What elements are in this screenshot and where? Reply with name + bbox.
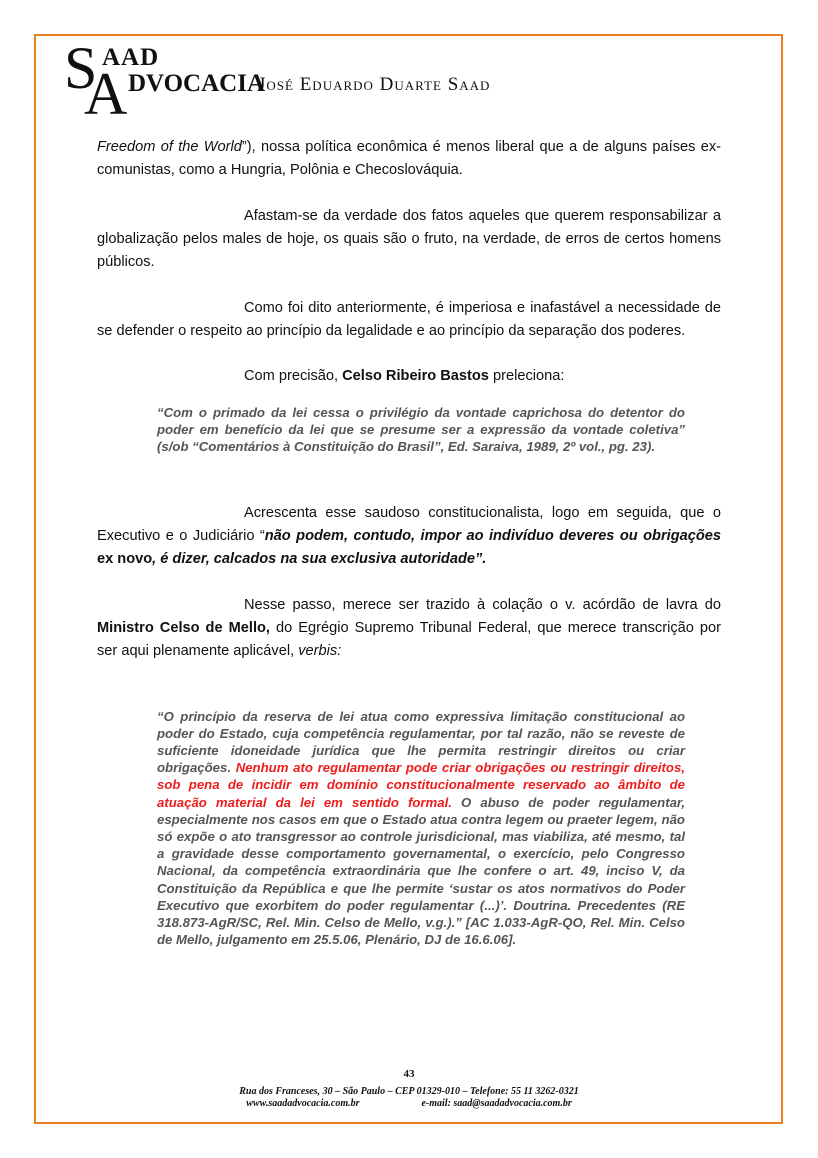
quote-2-part-b: O abuso de poder regulamentar, especialmente nos casos em que o Estado atua contra legem ou praeter legem, não só expõe o ato transgressor ao controle jurisdicional, mas viabiliza, até mesmo, tal a gravidade desse comportamento governamental, o exercício, pelo Congresso Nacional, da competência extraordinária que lhe confere o art. 49, inciso V, da Constituição da República e que lhe permite ‘sustar os atos normativos do Poder Executivo que exorbitem do poder regulamentar (...)’. Doutrina. Precedentes (RE 318.873-AgR/SC, Rel. Min. Celso de Mello, v.g.).” [AC 1.033-AgR-QO, Rel. Min. Celso de Mello, julgamento em 25.5.06, Plenário, DJ de 16.6.06]. <box>157 794 685 948</box>
lawyer-name: José Eduardo Duarte Saad <box>258 74 491 95</box>
paragraph-4-post: preleciona: <box>488 368 565 384</box>
paragraph-5-emphasis-2: , é dizer, calcados na sua exclusiva autoridade”. <box>152 550 487 567</box>
paragraph-6 <box>97 594 721 663</box>
paragraph-3: Como foi dito anteriormente, é imperiosa e inafastável a necessidade de se defender o respeito ao princípio da legalidade e ao princípio da separação dos poderes. <box>97 300 721 339</box>
paragraph-5-emphasis: não podem, contudo, impor ao indivíduo deveres ou obrigações <box>264 527 721 544</box>
logo-text-aad: AAD <box>102 44 160 71</box>
minister-name: Ministro Celso de Mello, <box>97 619 270 636</box>
page-content <box>97 136 721 948</box>
footer-website[interactable]: www.saadadvocacia.com.br <box>246 1098 360 1109</box>
paragraph-1-italic: Freedom of the World <box>97 139 242 155</box>
quote-2-part-a: “O princípio da reserva de lei atua como expressiva limitação constitucional ao poder do Estado, cuja competência regulamentar, por tal razão, não se reveste de suficiente idoneidade jurídica que lhe permita restringir direitos ou criar obrigações. <box>157 708 685 776</box>
paragraph-6-pre: Nesse passo, merece ser trazido à colação o v. acórdão de lavra do <box>244 596 721 613</box>
paragraph-5-ex-novo: ex novo <box>97 550 153 567</box>
page-number: 43 <box>403 1068 415 1080</box>
paragraph-5-pre: Acrescenta esse saudoso constitucionalista, logo em seguida, que o Executivo e o Judiciário “ <box>97 504 721 544</box>
footer-email[interactable]: e-mail: saad@saadadvocacia.com.br <box>421 1098 572 1109</box>
paragraph-6-mid: do Egrégio Supremo Tribunal Federal, que merece transcrição por ser aqui plenamente aplicável, <box>97 619 721 659</box>
paragraph-1-text: ”), nossa política econômica é menos liberal que a de alguns países ex-comunistas, como a Hungria, Polônia e Checoslováquia. <box>97 139 721 178</box>
page-footer <box>0 1068 818 1110</box>
paragraph-1 <box>97 136 721 182</box>
block-quote-2 <box>157 708 685 949</box>
logo-letter-s: S <box>64 35 98 101</box>
paragraph-5 <box>97 502 721 571</box>
paragraph-4-pre: Com precisão, <box>244 368 343 384</box>
paragraph-4 <box>97 365 721 388</box>
logo-letter-a: A <box>84 61 128 127</box>
quote-2-highlight: Nenhum ato regulamentar pode criar obrigações ou restringir direitos, sob pena de incidir em domínio constitucionalmente reservado ao âmbito de atuação material da lei em sentido formal. <box>157 760 685 810</box>
footer-contacts <box>0 1098 818 1110</box>
paragraph-6-verbis: verbis: <box>298 642 342 659</box>
firm-logo <box>62 35 532 127</box>
paragraph-2: Afastam-se da verdade dos fatos aqueles que querem responsabilizar a globalização pelos males de hoje, os quais são o fruto, na verdade, de erros de certos homens públicos. <box>97 208 721 270</box>
logo-text-dvocacia: DVOCACIA <box>128 70 265 97</box>
block-quote-1: “Com o primado da lei cessa o privilégio da vontade caprichosa do detentor do poder em benefício da lei que se presume ser a expressão da vontade coletiva” (s/ob “Comentários à Constituição do Brasil”, Ed. Saraiva, 1989, 2º vol., pg. 23). <box>157 405 685 455</box>
footer-address: Rua dos Franceses, 30 – São Paulo – CEP 01329-010 – Telefone: 55 11 3262-0321 <box>239 1086 579 1097</box>
author-name: Celso Ribeiro Bastos <box>342 368 489 384</box>
